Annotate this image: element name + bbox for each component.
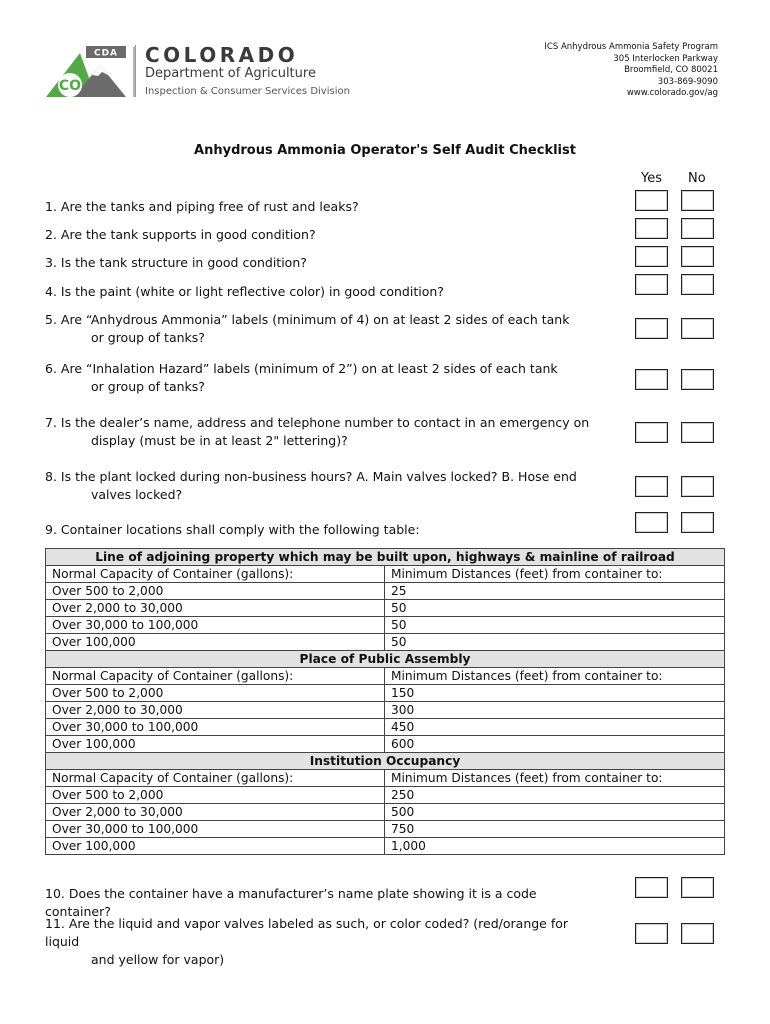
logo-division: Inspection & Consumer Services Division [145, 86, 350, 97]
contact-program: ICS Anhydrous Ammonia Safety Program [544, 42, 718, 52]
table-row [46, 821, 725, 838]
q2-yes-checkbox[interactable] [635, 218, 668, 239]
contact-city: Broomfield, CO 80021 [624, 65, 718, 76]
capacity-header: Normal Capacity of Container (gallons): [46, 668, 385, 685]
question-8: 8. Is the plant locked during non-business hours? A. Main valves locked? B. Hose end valves locked? [45, 469, 577, 502]
logo-divider [135, 45, 136, 97]
q6-no-checkbox[interactable] [681, 369, 714, 390]
distance-cell: 150 [385, 685, 725, 702]
question-11: 11. Are the liquid and vapor valves labeled as such, or color coded? (red/orange for liquid and yellow for vapor) [45, 916, 569, 967]
contact-block [544, 42, 718, 100]
distance-cell: 1,000 [385, 838, 725, 855]
table-section-header [46, 549, 725, 566]
q11-yes-checkbox[interactable] [635, 923, 668, 944]
q9-no-checkbox[interactable] [681, 512, 714, 533]
q5-no-checkbox[interactable] [681, 318, 714, 339]
distance-cell: 300 [385, 702, 725, 719]
q3-yes-checkbox[interactable] [635, 246, 668, 267]
q1-yes-checkbox[interactable] [635, 190, 668, 211]
section-title: Line of adjoining property which may be built upon, highways & mainline of railroad [46, 549, 725, 566]
q2-no-checkbox[interactable] [681, 218, 714, 239]
capacity-cell: Over 100,000 [46, 634, 385, 651]
distance-cell: 25 [385, 583, 725, 600]
table-row [46, 685, 725, 702]
q7-yes-checkbox[interactable] [635, 422, 668, 443]
capacity-cell: Over 30,000 to 100,000 [46, 617, 385, 634]
distance-cell: 50 [385, 634, 725, 651]
distance-cell: 50 [385, 617, 725, 634]
table-row [46, 804, 725, 821]
table-column-header-row [46, 770, 725, 787]
table-section-header [46, 753, 725, 770]
question-6: 6. Are “Inhalation Hazard” labels (minimum of 2”) on at least 2 sides of each tank or group of tanks? [45, 361, 558, 394]
table-column-header-row [46, 566, 725, 583]
distance-cell: 500 [385, 804, 725, 821]
distance-cell: 600 [385, 736, 725, 753]
capacity-cell: Over 2,000 to 30,000 [46, 600, 385, 617]
table-column-header-row [46, 668, 725, 685]
q3-no-checkbox[interactable] [681, 246, 714, 267]
distance-cell: 450 [385, 719, 725, 736]
capacity-header: Normal Capacity of Container (gallons): [46, 566, 385, 583]
question-1: 1. Are the tanks and piping free of rust and leaks? [45, 199, 359, 214]
q6-yes-checkbox[interactable] [635, 369, 668, 390]
logo-badge-text: CDA [93, 48, 119, 59]
q4-yes-checkbox[interactable] [635, 274, 668, 295]
distance-cell: 250 [385, 787, 725, 804]
capacity-cell: Over 500 to 2,000 [46, 787, 385, 804]
question-4: 4. Is the paint (white or light reflective color) in good condition? [45, 284, 444, 299]
q1-no-checkbox[interactable] [681, 190, 714, 211]
capacity-cell: Over 100,000 [46, 736, 385, 753]
table-row [46, 634, 725, 651]
section-title: Place of Public Assembly [46, 651, 725, 668]
question-10: 10. Does the container have a manufacturer’s name plate showing it is a code container? [45, 886, 537, 919]
logo-department: Department of Agriculture [145, 66, 316, 81]
distance-header: Minimum Distances (feet) from container to: [385, 668, 725, 685]
table-row [46, 736, 725, 753]
q5-yes-checkbox[interactable] [635, 318, 668, 339]
capacity-cell: Over 2,000 to 30,000 [46, 702, 385, 719]
table-row [46, 838, 725, 855]
capacity-cell: Over 2,000 to 30,000 [46, 804, 385, 821]
capacity-cell: Over 500 to 2,000 [46, 583, 385, 600]
yes-column-header: Yes [641, 171, 662, 186]
logo-name: COLORADO [145, 43, 299, 67]
q10-no-checkbox[interactable] [681, 877, 714, 898]
contact-street: 305 Interlocken Parkway [613, 53, 718, 64]
capacity-cell: Over 30,000 to 100,000 [46, 719, 385, 736]
section-title: Institution Occupancy [46, 753, 725, 770]
table-row [46, 583, 725, 600]
question-9: 9. Container locations shall comply with the following table: [45, 522, 420, 537]
q4-no-checkbox[interactable] [681, 274, 714, 295]
q11-no-checkbox[interactable] [681, 923, 714, 944]
q8-no-checkbox[interactable] [681, 476, 714, 497]
q8-yes-checkbox[interactable] [635, 476, 668, 497]
question-7: 7. Is the dealer’s name, address and telephone number to contact in an emergency on display (must be in at least 2" lettering)? [45, 415, 590, 448]
table-row [46, 719, 725, 736]
table-row [46, 600, 725, 617]
q7-no-checkbox[interactable] [681, 422, 714, 443]
distance-cell: 750 [385, 821, 725, 838]
capacity-header: Normal Capacity of Container (gallons): [46, 770, 385, 787]
q10-yes-checkbox[interactable] [635, 877, 668, 898]
distance-cell: 50 [385, 600, 725, 617]
contact-web: www.colorado.gov/ag [626, 88, 718, 99]
container-distance-table [45, 548, 725, 855]
page-title: Anhydrous Ammonia Operator's Self Audit Checklist [194, 143, 576, 158]
distance-header: Minimum Distances (feet) from container to: [385, 566, 725, 583]
capacity-cell: Over 500 to 2,000 [46, 685, 385, 702]
no-column-header: No [688, 171, 706, 186]
table-row [46, 617, 725, 634]
question-3: 3. Is the tank structure in good condition? [45, 255, 307, 270]
contact-phone: 303-869-9090 [657, 76, 718, 87]
q9-yes-checkbox[interactable] [635, 512, 668, 533]
table-row [46, 702, 725, 719]
table-section-header [46, 651, 725, 668]
capacity-cell: Over 30,000 to 100,000 [46, 821, 385, 838]
table-row [46, 787, 725, 804]
logo-co-text: CO [58, 78, 82, 94]
question-2: 2. Are the tank supports in good condition? [45, 227, 316, 242]
distance-header: Minimum Distances (feet) from container to: [385, 770, 725, 787]
question-5: 5. Are “Anhydrous Ammonia” labels (minimum of 4) on at least 2 sides of each tank or group of tanks? [45, 312, 570, 345]
cda-logo-mark [44, 45, 144, 101]
capacity-cell: Over 100,000 [46, 838, 385, 855]
